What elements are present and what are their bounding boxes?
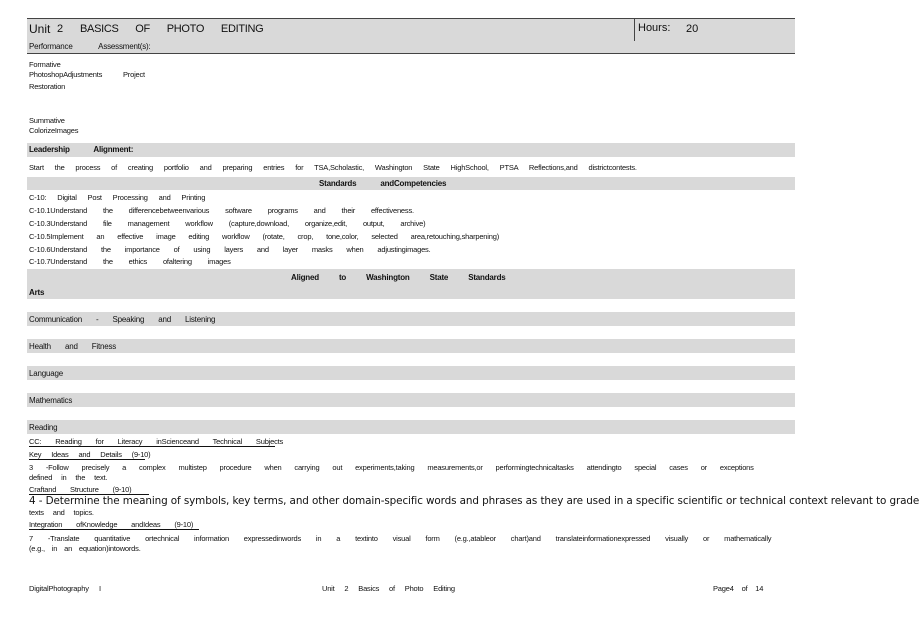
subject-reading: Reading — [29, 423, 58, 432]
footer-page: Page4 of 14 — [713, 584, 764, 593]
craft-heading: Craftand Structure (9-10) — [29, 485, 132, 494]
summative-label: Summative — [29, 116, 65, 125]
summative-item-1: ColorizeImages — [29, 126, 79, 135]
integration-underline — [29, 529, 199, 530]
footer-center: Unit 2 Basics of Photo Editing — [322, 584, 455, 593]
leadership-bar — [27, 143, 795, 157]
leadership-heading: Leadership Alignment: — [29, 145, 134, 154]
health-bar — [27, 339, 795, 353]
formative-type: Project — [123, 70, 145, 79]
language-bar — [27, 366, 795, 380]
key-ideas-underline — [29, 459, 145, 460]
header-divider — [634, 18, 635, 41]
standard-line-3: C-10.3Understand file management workflow (capture,download, organize,edit, output, archive) — [29, 219, 426, 228]
cc-underline — [29, 446, 275, 447]
leadership-text: Start the process of creating portfolio and preparing entries for TSA,Scholastic, Washington State HighSchool, PTSA Reflections,and districtcontests. — [29, 163, 637, 172]
unit-number: 2 — [57, 23, 64, 35]
reading-item-7: 7 -Translate quantitative ortechnical information expressedinwords in a textinto visual form (e.g.,atableor chart)and translateinformationexpressed visually or mathematically — [29, 534, 772, 543]
performance-heading: Performance Assessment(s): — [29, 42, 151, 51]
standard-line-5: C-10.6Understand the importance of using layers and layer masks when adjustingimages. — [29, 245, 431, 254]
reading-bar — [27, 420, 795, 434]
formative-item-2: Restoration — [29, 82, 66, 91]
hours-value: 20 — [686, 23, 699, 35]
reading-item-4: 4 - Determine the meaning of symbols, key terms, and other domain-specific words and phrases as they are used in a specific scientific or technical context relevant to grade — [29, 495, 919, 507]
hours-label: Hours: — [638, 22, 671, 34]
standards-heading: Standards andCompetencies — [319, 179, 447, 188]
standard-line-6: C-10.7Understand the ethics ofaltering images — [29, 257, 231, 266]
reading-item-4-cont: texts and topics. — [29, 508, 94, 517]
formative-label: Formative — [29, 60, 61, 69]
subject-mathematics: Mathematics — [29, 396, 73, 405]
standard-line-1: C-10: Digital Post Processing and Printing — [29, 193, 206, 202]
integration-heading: Integration ofKnowledge andIdeas (9-10) — [29, 520, 194, 529]
unit-label: Unit — [29, 22, 51, 36]
formative-item-1: PhotoshopAdjustments — [29, 70, 103, 79]
washington-heading: Aligned to Washington State Standards — [291, 273, 506, 282]
standard-line-2: C-10.1Understand the differencebetweenvarious software programs and their effectiveness. — [29, 206, 414, 215]
subject-health: Health and Fitness — [29, 342, 117, 351]
footer-course-number: I — [99, 584, 101, 593]
reading-item-3-cont: defined in the text. — [29, 473, 108, 482]
unit-title: BASICS OF PHOTO EDITING — [80, 23, 264, 35]
subject-language: Language — [29, 369, 63, 378]
footer-course: DigitalPhotography — [29, 584, 89, 593]
key-ideas-heading: Key Ideas and Details (9-10) — [29, 450, 151, 459]
cc-line: CC: Reading for Literacy inScienceand Technical Subjects — [29, 437, 284, 446]
reading-item-7-cont: (e.g., in an equation)intowords. — [29, 544, 141, 553]
reading-item-3: 3 -Follow precisely a complex multistep procedure when carrying out experiments,taking measurements,or performingtechnicaltasks attendingto special cases or exceptions — [29, 463, 754, 472]
mathematics-bar — [27, 393, 795, 407]
standard-line-4: C-10.5Implement an effective image editing workflow (rotate, crop, tone,color, selected area,retouching,sharpening) — [29, 232, 499, 241]
subject-communication: Communication - Speaking and Listening — [29, 315, 216, 324]
subject-arts: Arts — [29, 288, 45, 297]
